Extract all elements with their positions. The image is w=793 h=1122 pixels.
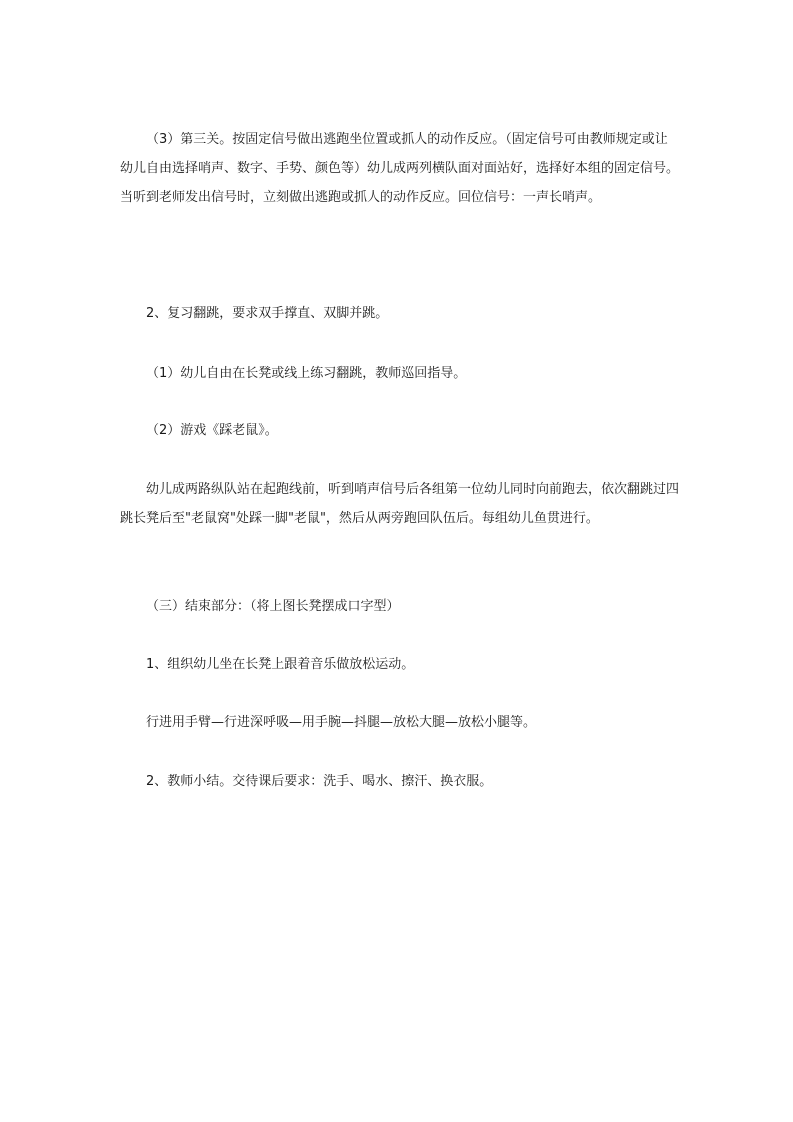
paragraph-game-rules: 幼儿成两路纵队站在起跑线前，听到哨声信号后各组第一位幼儿同时向前跑去，依次翻跳过四跳长凳后至"老鼠窝"处踩一脚"老鼠"，然后从两旁跑回队伍后。每组幼儿鱼贯进行。 bbox=[120, 482, 680, 526]
paragraph-review-jump: 2、复习翻跳，要求双手撑直、双脚并跳。 bbox=[146, 306, 389, 321]
paragraph-relax-exercise: 1、组织幼儿坐在长凳上跟着音乐做放松运动。 bbox=[146, 657, 415, 672]
paragraph-third-level: （3）第三关。按固定信号做出逃跑坐位置或抓人的动作反应。（固定信号可由教师规定或让幼儿自由选择哨声、数字、手势、颜色等）幼儿成两列横队面对面站好，选择好本组的固定信号。当听到老师发出信号时，立刻做出逃跑或抓人的动作反应。回位信号：一声长哨声。 bbox=[120, 132, 680, 205]
paragraph-teacher-summary: 2、教师小结。交待课后要求：洗手、喝水、擦汗、换衣服。 bbox=[146, 774, 493, 789]
paragraph-free-practice: （1）幼儿自由在长凳或线上练习翻跳，教师巡回指导。 bbox=[146, 366, 467, 381]
paragraph-relax-steps: 行进用手臂—行进深呼吸—用手腕—抖腿—放松大腿—放松小腿等。 bbox=[146, 715, 537, 730]
paragraph-ending-section: （三）结束部分：（将上图长凳摆成口字型） bbox=[146, 599, 400, 614]
paragraph-game-title: （2）游戏《踩老鼠》。 bbox=[146, 423, 278, 438]
